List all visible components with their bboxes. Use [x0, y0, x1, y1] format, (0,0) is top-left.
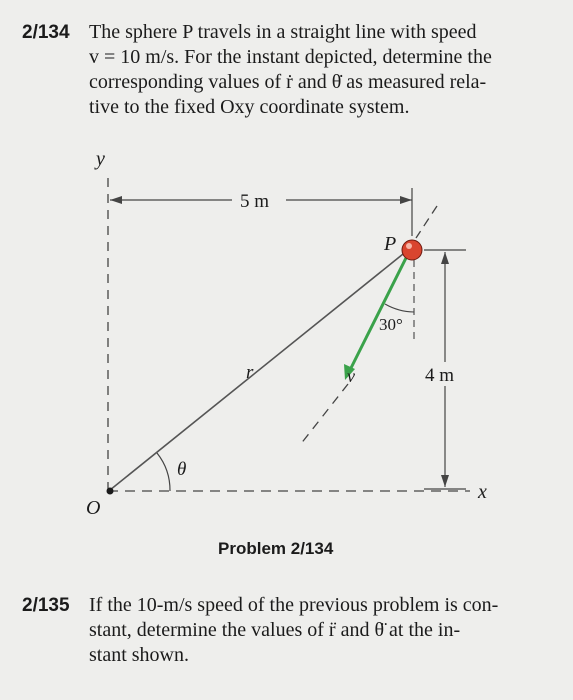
origin-point: [107, 488, 114, 495]
problem-text-line: tive to the fixed Oxy coordinate system.: [89, 96, 410, 118]
angle-arc: [385, 304, 414, 312]
y-axis-label: y: [96, 148, 105, 170]
arrow-down-icon: [441, 475, 449, 487]
velocity-vector: [349, 254, 408, 372]
origin-label: O: [86, 497, 101, 519]
figure-caption: Problem 2/134: [218, 539, 334, 558]
arrow-left-icon: [110, 196, 122, 204]
problem-text-line: v = 10 m/s. For the instant depicted, determine the: [89, 46, 492, 68]
problem-number: 2/134: [22, 22, 70, 43]
sphere-p: [402, 240, 422, 260]
problem-text-line: stant, determine the values of r̈ and θ̈ at the in-: [89, 619, 461, 641]
theta-arc: [157, 453, 170, 491]
problem-text-line: If the 10-m/s speed of the previous problem is con-: [89, 594, 499, 616]
arrow-right-icon: [400, 196, 412, 204]
problem-text-line: corresponding values of ṙ and θ̇ as measured rela-: [89, 71, 487, 93]
problem-text-line: The sphere P travels in a straight line with speed: [89, 21, 477, 43]
angle-label: 30°: [379, 315, 403, 334]
x-axis-label: x: [478, 481, 487, 503]
v-label: v: [347, 366, 355, 386]
path-line: [300, 384, 348, 445]
arrow-up-icon: [441, 252, 449, 264]
theta-label: θ: [177, 459, 187, 480]
point-label: P: [384, 233, 397, 255]
r-label: r: [246, 362, 254, 383]
path-line: [416, 206, 437, 238]
height-label: 4 m: [425, 365, 455, 386]
problem-number: 2/135: [22, 595, 70, 616]
position-vector-r: [110, 250, 408, 490]
width-label: 5 m: [240, 191, 270, 212]
problem-text-line: stant shown.: [89, 644, 189, 666]
